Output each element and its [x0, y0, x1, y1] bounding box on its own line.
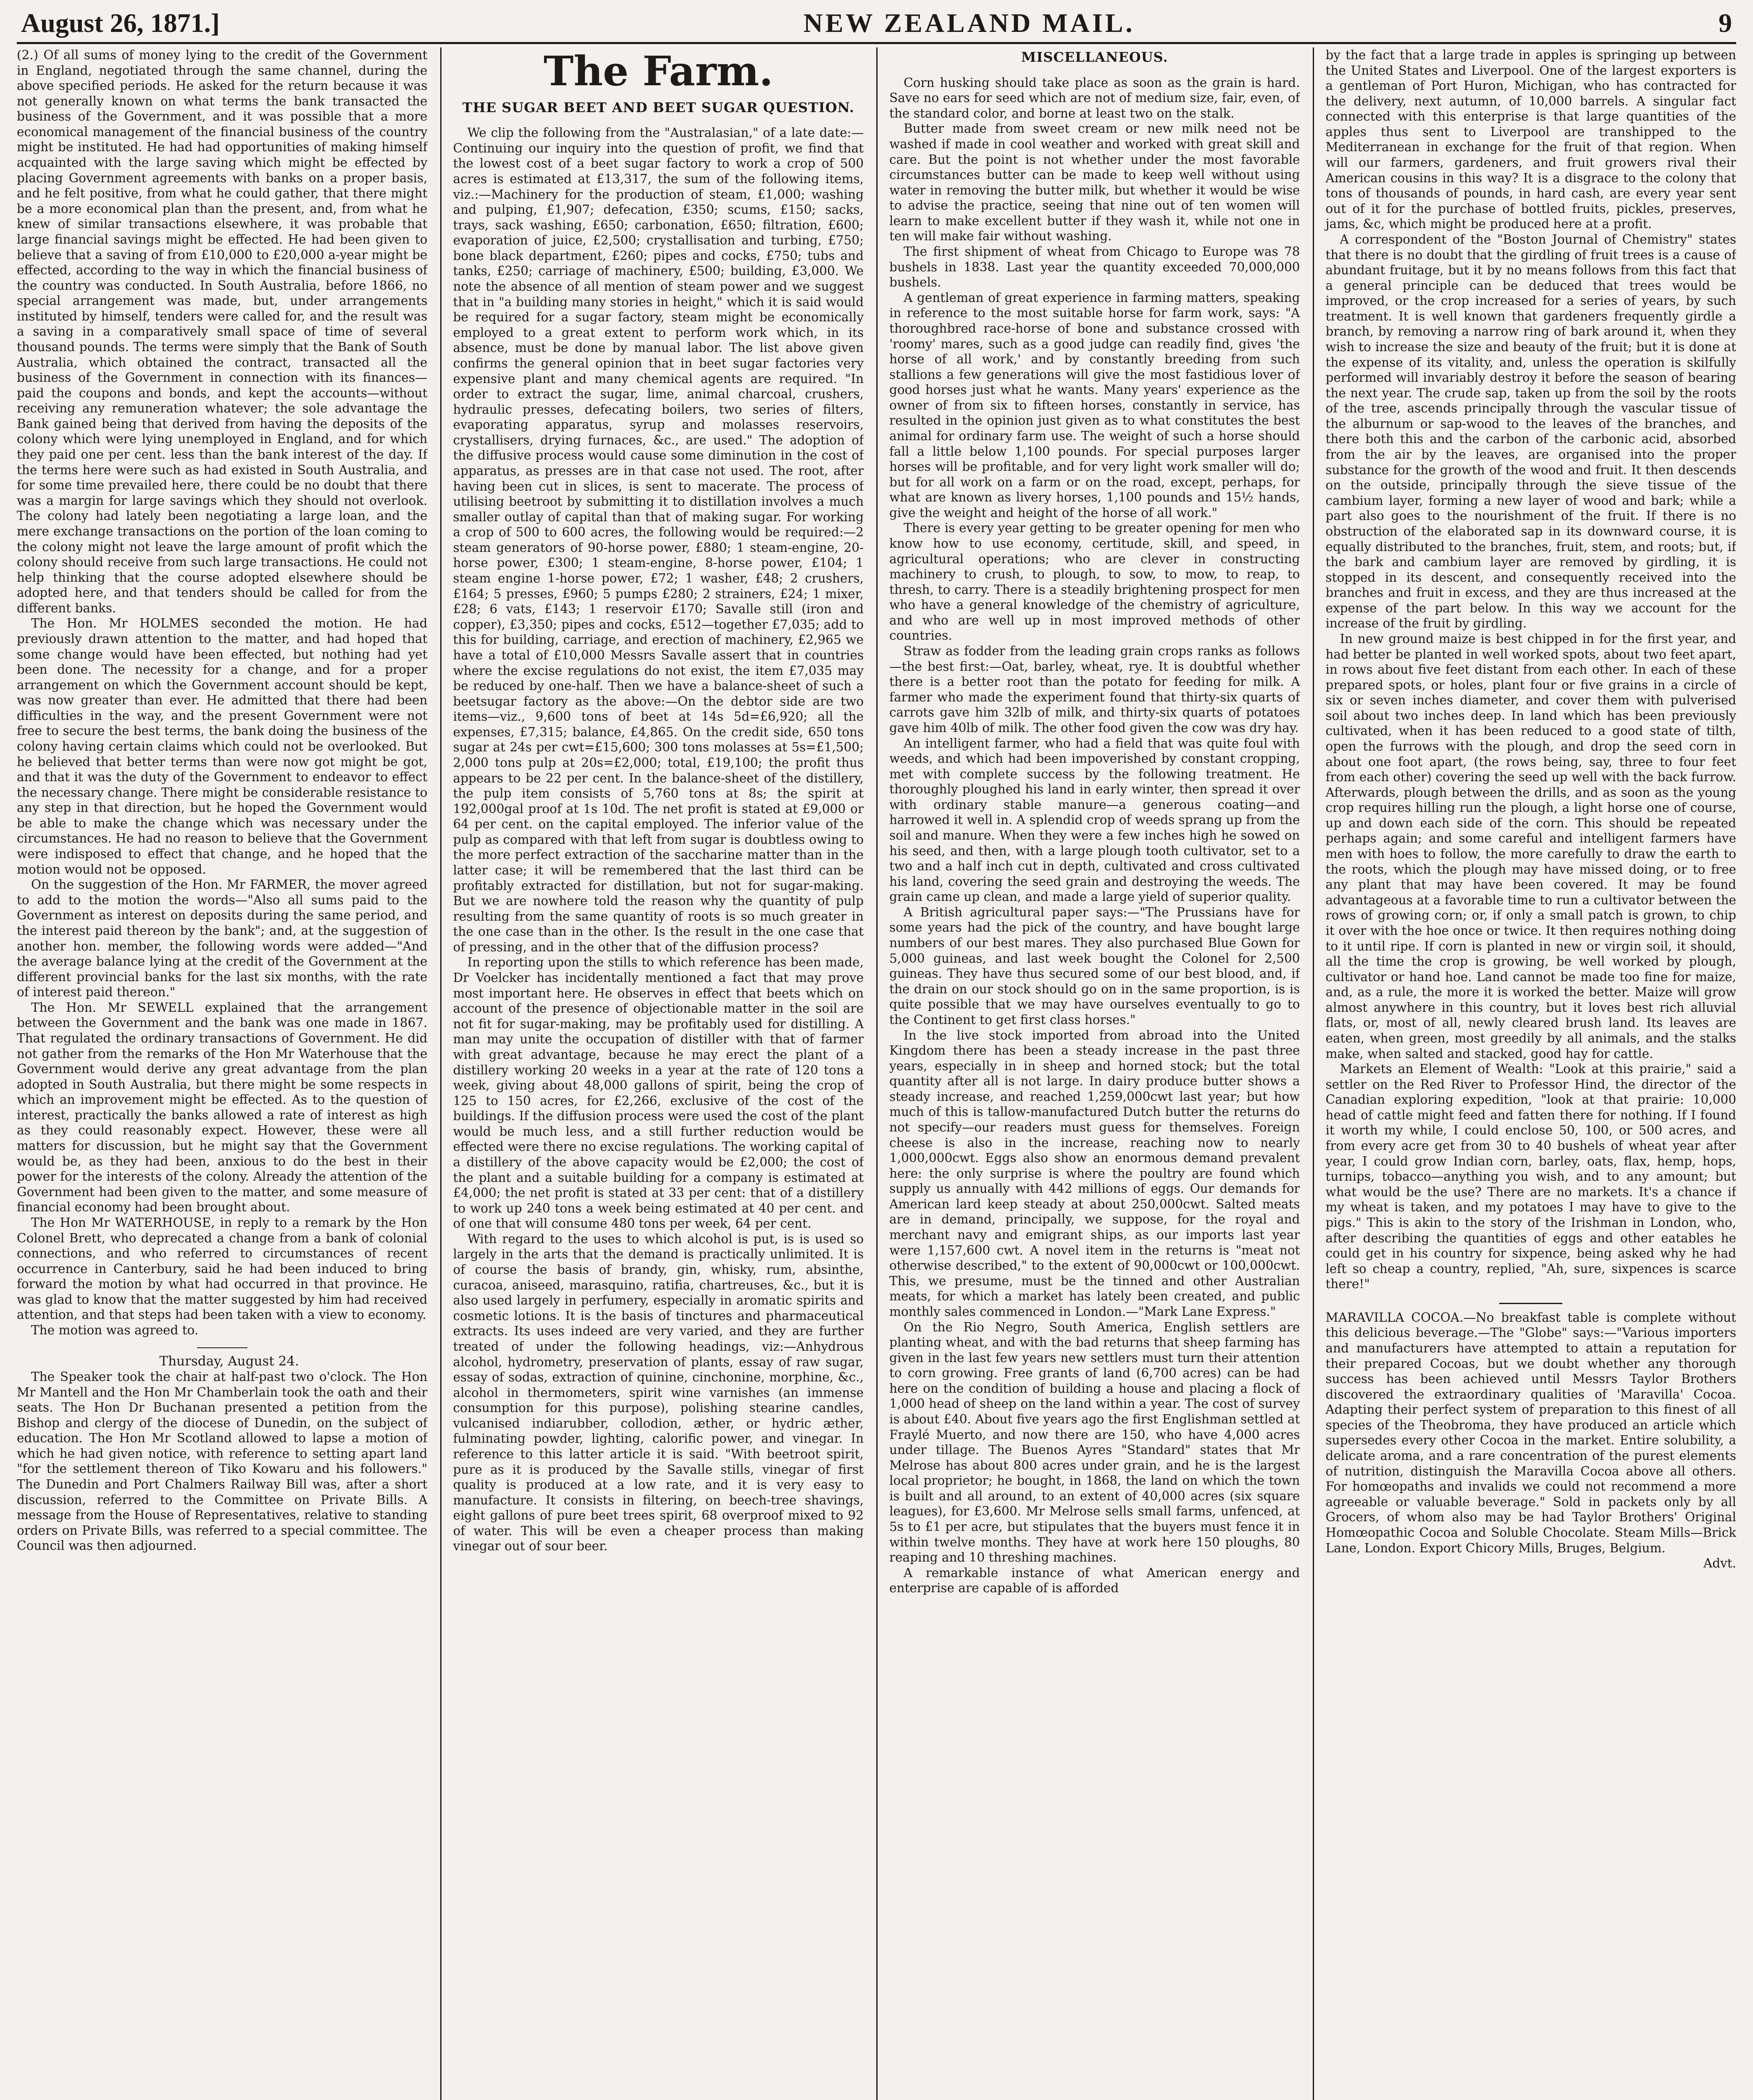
paragraph: Butter made from sweet cream or new milk need not be washed if made in cool weather and worked with great skill and care. But the point is not whether under the most favorable circumstances butter can be made to keep well without using water in removing the butter milk, but whether it would be wise to advise the practice, seeing that nine out of ten women will learn to make excellent butter if they wash it, while not one in ten will make fair without washing. — [889, 121, 1300, 244]
paragraph: In the live stock imported from abroad into the United Kingdom there has been a steady increase in the past three years, especially in in sheep and horned stock; but the total quantity after all is not large. In dairy produce butter shows a steady increase, and reached 1,259,000cwt last year; but how much of this is tallow-manufactured Dutch butter the returns do not specify—our readers must guess for themselves. Foreign cheese is also in the increase, reaching now to nearly 1,000,000cwt. Eggs also show an enormous demand prevalent here: the only surprise is where the poultry are found which supply us annually with 442 millions of eggs. Our demands for American lard keep steady at about 250,000cwt. Salted meats are in demand, principally, we suppose, for the royal and merchant navy and emigrant ships, as our imports last year were 1,157,600 cwt. A novel item in the returns is "meat not otherwise described," to the extent of 90,000cwt or 100,000cwt. This, we presume, must be the tinned and other Australian meats, for which a market has lately been created, and public monthly sales commenced in London.—"Mark Lane Express." — [889, 1028, 1300, 1319]
paragraph: On the Rio Negro, South America, English settlers are planting wheat, and with the bad returns that sheep farming has given in the last few years new settlers must turn their attention to corn growing. Free grants of land (6,700 acres) can be had here on the condition of building a house and placing a flock of 1,000 head of sheep on the land within a year. The cost of survey is about £40. About five years ago the first Englishman settled at Fraylé Muerto, and now there are 150, who have 4,000 acres under tillage. The Buenos Ayres "Standard" states that Mr Melrose has about 800 acres under grain, and he is the largest local proprietor; he bought, in 1868, the land on which the town is built and all around, to an extent of 40,000 acres (six square leagues), for £3,600. Mr Melrose sells small farms, unfenced, at 5s to £1 per acre, but stipulates that the buyers must fence it in within twelve months. They have at work here 150 ploughs, 80 reaping and 10 threshing machines. — [889, 1320, 1300, 1565]
paragraph: by the fact that a large trade in apples is springing up between the United States and Liverpool. One of the largest exporters is a gentleman of Port Huron, Michigan, who has contracted for the delivery, next autumn, of 10,000 barrels. A singular fact connected with this enterprise is that large quantities of the apples thus sent to Liverpool are transhipped to the Mediterranean in exchange for the fruit of that region. When will our farmers, gardeners, and fruit growers rival their American cousins in this way? It is a disgrace to the colony that tons of thousands of pounds, in hard cash, are every year sent out of it for the purchase of bottled fruits, pickles, preserves, jams, &c, which might be produced here at a profit. — [1325, 48, 1736, 231]
column-2 — [440, 47, 864, 2100]
paragraph: The Hon. Mr HOLMES seconded the motion. He had previously drawn attention to the matter, and had hoped that some change would have been effected, but nothing had yet been done. The necessity for a change, and for a proper arrangement on which the Government account should be kept, was now greater than ever. He admitted that there had been difficulties in the way, and the present Government were not free to secure the best terms, the bank doing the business of the colony having certain claims which could not be overlooked. But he believed that better terms than were now got might be got, and that it was the duty of the Government to endeavor to effect the necessary change. There might be considerable resistance to any step in that direction, but he hoped the Government would be able to make the change which was necessary under the circumstances. He had no reason to believe that the Government were indisposed to effect that change, and he hoped that the motion would not be opposed. — [17, 616, 428, 877]
advertisement-tag: Advt. — [1703, 1556, 1736, 1571]
paragraph: A remarkable instance of what American energy and enterprise are capable of is afforded — [889, 1565, 1300, 1596]
paragraph: Corn husking should take place as soon as the grain is hard. Save no ears for seed which are not of medium size, fair, even, of the standard color, and borne at least two on the stalk. — [889, 75, 1300, 121]
divider — [1499, 1303, 1562, 1304]
paragraph: Straw as fodder from the leading grain crops ranks as follows—the best first:—Oat, barley, wheat, rye. It is doubtful whether there is a better root than the potato for feeding for milk. A farmer who made the experiment found that thirty-six quarts of carrots gave him 32lb of milk, and thirty-six quarts of potatoes gave him 40lb of milk. The other food given the cow was dry hay. — [889, 644, 1300, 735]
column-3 — [876, 47, 1300, 2100]
paragraph: In reporting upon the stills to which reference has been made, Dr Voelcker has incidentally mentioned a fact that may prove most important here. He observes in effect that beets which on account of the presence of objectionable matter in the soil are not fit for sugar-making, may be profitably used for distilling. A man may unite the occupation of distiller with that of farmer with great advantage, because he may erect the plant of a distillery working 20 weeks in a year at the rate of 120 tons a week, giving about 48,000 gallons of spirit, being the crop of 125 to 150 acres, for £2,266, exclusive of the cost of the buildings. If the diffusion process were used the cost of the plant would be much less, and a still further reduction would be effected were there no excise regulations. The working capital of a distillery of the above capacity would be £2,000; the cost of the plant and a suitable building for a company is estimated at £4,000; the net profit is stated at 33 per cent: that of a distillery to work up 240 tons a week being estimated at 40 per cent. and of one that will consume 480 tons per week, 64 per cent. — [453, 955, 864, 1231]
divider — [197, 1347, 247, 1348]
article-title: THE SUGAR BEET AND BEET SUGAR QUESTION. — [462, 99, 854, 116]
paragraph: A British agricultural paper says:—"The Prussians have for some years had the pick of the country, and have bought large numbers of our best mares. They also purchased Blue Gown for 5,000 guineas, and last week bought the Colonel for 2,500 guineas. They have thus secured some of our best blood, and, if the drain on our stock should go on in the same proportion, is is quite possible that we may have ourselves eventually to go to the Continent to get first class horses." — [889, 905, 1300, 1027]
columns — [17, 47, 1736, 2100]
paragraph: We clip the following from the "Australasian," of a late date:—Continuing our inquiry into the question of profit, we find that the lowest cost of a beet sugar factory to work a crop of 500 acres is estimated at £13,317, the sum of the following items, viz.:—Machinery for the production of steam, £1,000; washing and pulping, £1,907; defecation, £350; scums, £150; sacks, trays, sack washing, £650; carbonation, £650; filtration, £600; evaporation of juice, £2,500; crystallisation and turbing, £750; bone black department, £260; pipes and cocks, £750; tubs and tanks, £250; carriage of machinery, £500; building, £3,000. We note the absence of all mention of steam power and we suggest that in "a building many stories in height," which it is said would be required for a sugar factory, steam might be economically employed to a great extent to perform work which, in its absence, must be done by manual labor. The list above given confirms the general opinion that in beet sugar factories very expensive plant and many chemical agents are required. "In order to extract the sugar, lime, animal charcoal, crushers, hydraulic presses, defecating boilers, two series of filters, evaporating apparatus, syrup and molasses reservoirs, crystallisers, drying furnaces, &c., are used." The adoption of the diffusive process would cause some diminution in the cost of apparatus, as presses are in that case not used. The root, after having been cut in slices, is sent to macerate. The process of utilising beetroot by submitting it to distillation involves a much smaller outlay of capital than that of making sugar. For working a crop of 500 to 600 acres, the following would be required:—2 steam generators of 90-horse power, £880; 1 steam-engine, 20-horse power, £300; 1 steam-engine, 8-horse power, £104; 1 steam engine 1-horse power, £72; 1 washer, £48; 2 crushers, £164; 5 presses, £960; 5 pumps £280; 2 strainers, £24; 1 mixer, £28; 6 vats, £143; 1 reservoir £170; Savalle still (iron and copper), £3,350; pipes and cocks, £512—together £7,035; add to this for building, carriage, and erection of machinery, £2,965 we have a total of £10,000 Messrs Savalle assert that in countries where the excise regulations do not exist, the item £7,035 may be reduced by one-half. Then we have a balance-sheet of such a beetsugar factory as the above:—On the debtor side are two items—viz., 9,600 tons of beet at 14s 5d=£6,920; all the expenses, £7,315; balance, £4,865. On the credit side, 650 tons sugar at 24s per cwt=£15,600; 300 tons molasses at 5s=£1,500; 2,000 tons pulp at 20s=£2,000; total, £19,100; the profit thus appears to be 22 per cent. In the balance-sheet of the distillery, the pulp item consists of 5,760 tons at 8s; the spirit at 192,000gal proof at 1s 10d. The net profit is stated at £9,000 or 64 per cent. on the capital employed. The inferior value of the pulp as compared with that left from sugar is doubtless owing to the more perfect extraction of the saccharine matter than in the latter case; it will be remembered that the last third can be profitably extracted for distillation, but not for sugar-making. But we are nowhere told the reason why the quantity of pulp resulting from the same quantity of roots is so much greater in the one case than in the other. Is the result in the one case that of pressing, and in the other that of the diffusion process? — [453, 126, 864, 954]
page-number: 9 — [1719, 8, 1732, 38]
column-1 — [17, 47, 428, 2100]
advertisement-text: MARAVILLA COCOA.—No breakfast table is complete without this delicious beverage.—The "Globe" says:—"Various importers and manufacturers have attempted to attain a reputation for their prepared Cocoas, but we doubt whether any thorough success has been achieved until Messrs Taylor Brothers discovered the extraordinary qualities of 'Maravilla' Cocoa. Adapting their perfect system of preparation to this finest of all species of the Theobroma, they have produced an article which supersedes every other Cocoa in the market. Entire solubility, a delicate aroma, and a rare concentration of the purest elements of nutrition, distinguish the Maravilla Cocoa above all others. For homœopaths and invalids we could not recommend a more agreeable or valuable beverage." Sold in packets only by all Grocers, of whom also may be had Taylor Brothers' Original Homœopathic Cocoa and Soluble Chocolate. Steam Mills—Brick Lane, London. Export Chicory Mills, Bruges, Belgium. — [1325, 1310, 1736, 1555]
paragraph: An intelligent farmer, who had a field that was quite foul with weeds, and which had been impoverished by constant cropping, met with complete success by the following treatment. He thoroughly ploughed his land in early winter, then spread it over with ordinary stable manure—a generous coating—and harrowed it well in. A splendid crop of weeds sprang up from the soil and manure. When they were a few inches high he sowed on his seed, and then, with a large plough tooth cultivator, set to a two and a half inch cut in depth, cultivated and cross cultivated his land, covering the seed grain and destroying the weeds. The grain came up clean, and made a large yield of superior quality. — [889, 736, 1300, 904]
paragraph: On the suggestion of the Hon. Mr FARMER, the mover agreed to add to the motion the words—"Also all sums paid to the Government as interest on deposits during the same period, and the interest paid thereon by the bank"; and, at the suggestion of another hon. member, the following words were added—"And the average balance lying at the credit of the Government at the different provincial banks for the last six months, with the rate of interest paid thereon." — [17, 877, 428, 1000]
section-title: The Farm. — [544, 47, 773, 95]
column-4 — [1313, 47, 1737, 2100]
thursday-heading: Thursday, August 24. — [159, 1353, 299, 1369]
issue-date: August 26, 1871.] — [21, 8, 220, 38]
paragraph: A correspondent of the "Boston Journal of Chemistry" states that there is no doubt that the girdling of fruit trees is a cause of abundant fruitage, but it by no means follows from this fact that a general principle can be deduced that trees would be improved, or the crop increased for a series of years, by such treatment. It is well known that gardeners frequently girdle a branch, by removing a narrow ring of bark around it, when they wish to increase the size and beauty of the fruit; but it is done at the expense of its vitality, and, unless the operation is skilfully performed will invariably destroy it before the season of bearing the next year. The crude sap, taken up from the soil by the roots of the tree, ascends principally through the vascular tissue of the alburnum or sap-wood to the leaves of the branches, and there both this and the carbon of the carbonic acid, absorbed from the air by the leaves, are organised into the proper substance for the growth of the wood and fruit. It then descends on the outside, principally through the sieve tissue of the cambium layer, forming a new layer of wood and bark; while a part also goes to the nourishment of the fruit. If there is no obstruction of the elaborated sap in its downward course, it is equally distributed to the branches, fruit, stem, and roots; but, if the bark and cambium layer are removed by girdling, it is stopped in its descent, and consequently received into the branches and fruit in excess, and they are thus increased at the expense of the part below. In this way we account for the increase of the fruit by girdling. — [1325, 232, 1736, 631]
paragraph: In new ground maize is best chipped in for the first year, and had better be planted in well worked spots, about two feet apart, in rows about five feet distant from each other. In each of these prepared spots, or holes, plant four or five grains in a circle of six or seven inches diameter, and cover them with pulverised soil about two inches deep. In land which has been previously cultivated, when it has been reduced to a good state of tilth, open the furrows with the plough, and drop the seed corn in about one foot apart, (the rows being, say, three to four feet from each other) covering the seed up well with the back furrow. Afterwards, plough between the drills, and as soon as the young crop requires hilling run the plough, a light horse one of course, up and down each side of the corn. This should be repeated perhaps again; and some careful and intelligent farmers have men with hoes to follow, the more carefully to draw the earth to the roots, which the plough may have missed doing, or to free any plant that may have been covered. It may be found advantageous at a favorable time to run a cultivator between the rows of growing corn; or, if only a small patch is grown, to chip it over with the hoe once or twice. It then requires nothing doing to it until ripe. If corn is planted in new or virgin soil, it should, all the time the crop is growing, be well worked by plough, cultivator or hand hoe. Land cannot be made too fine for maize, and, as a rule, the more it is worked the better. Maize will grow almost anywhere in this country, but it loves best rich alluvial flats, or, most of all, newly cleared brush land. Its leaves are eaten, when green, most greedily by all animals, and the stalks make, when salted and stacked, good hay for cattle. — [1325, 631, 1736, 1061]
masthead — [17, 8, 1736, 44]
newspaper-title: NEW ZEALAND MAIL. — [803, 8, 1135, 38]
paragraph: Markets an Element of Wealth: "Look at this prairie," said a settler on the Red River to Professor Hind, the director of the Canadian exploring expedition, "look at that prairie: 10,000 head of cattle might feed and fatten there for nothing. If I found it worth my while, I could enclose 50, 100, or 500 acres, and from every acre get from 30 to 40 bushels of wheat year after year, I could grow Indian corn, barley, oats, flax, hemp, hops, turnips, tobacco—anything you wish, and to any amount; but what would be the use? There are no markets. It's a chance if my wheat is taken, and my potatoes I may have to give to the pigs." This is akin to the story of the Irishman in London, who, after describing the quantities of eggs and other eatables he could get in his country for sixpence, being asked why he had left so cheap a country, replied, "Ah, sure, sixpences is scarce there!" — [1325, 1062, 1736, 1292]
miscellaneous-heading: MISCELLANEOUS. — [1021, 49, 1168, 65]
paragraph: The Speaker took the chair at half-past two o'clock. The Hon Mr Mantell and the Hon Mr Chamberlain took the oath and their seats. The Hon Dr Buchanan presented a petition from the Bishop and clergy of the diocese of Dunedin, on the subject of education. The Hon Mr Scotland allowed to lapse a motion of which he had given notice, with reference to setting apart land "for the settlement thereon of Tiko Kowaru and his followers." The Dunedin and Port Chalmers Railway Bill was, after a short discussion, referred to the Committee on Private Bills. A message from the House of Representatives, relative to standing orders on Private Bills, was referred to a special committee. The Council was then adjourned. — [17, 1370, 428, 1553]
advertisement — [1326, 1310, 1737, 1571]
paragraph: With regard to the uses to which alcohol is put, is is used so largely in the arts that the demand is practically unlimited. It is of course the basis of brandy, gin, whisky, rum, absinthe, curacoa, aniseed, marasquino, ratifia, chartreuses, &c., but it is also used largely in perfumery, especially in aromatic spirits and cosmetic lotions. It is the basis of tinctures and pharmaceutical extracts. Its uses indeed are very varied, and they are further treated of under the following headings, viz:—Anhydrous alcohol, hydrometry, preservation of plants, essay of raw sugar, essay of sodas, extraction of quinine, cinchonine, morphine, &c., alcohol in thermometers, spirit wine varnishes (an immense consumption for this purpose), polishing stearine candles, vulcanised indiarubber, collodion, æther, or hydric æther, fulminating powder, lighting, calorific power, and vinegar. In reference to this latter article it is said. "With beetroot spirit, pure as it is produced by the Savalle stills, vinegar of first quality is produced at a low rate, and it is very easy to manufacture. It consists in filtering, on beech-tree shavings, eight gallons of pure beet trees spirit, 68 overproof mixed to 92 of water. This will be even a cheaper process than making vinegar out of sour beer. — [453, 1231, 864, 1554]
paragraph: The first shipment of wheat from Chicago to Europe was 78 bushels in 1838. Last year the quantity exceeded 70,000,000 bushels. — [889, 244, 1300, 290]
paragraph: The Hon. Mr SEWELL explained that the arrangement between the Government and the bank was one made in 1867. That regulated the ordinary transactions of Government. He did not gather from the remarks of the Hon Mr Waterhouse that the Government would derive any great advantage from the plan adopted in South Australia, but there might be some respects in which an improvement might be effected. As to the question of interest, practically the banks allowed a rate of interest as high as they could reasonably expect. However, these were all matters for discussion, but he might say that the Government would be, as they had been, anxious to do the best in their power for the interests of the colony. Already the attention of the Government had been given to the matter, and some measure of financial economy had been brought about. — [17, 1000, 428, 1215]
paragraph: A gentleman of great experience in farming matters, speaking in reference to the most suitable horse for farm work, says: "A thoroughbred race-horse of bone and substance crossed with 'roomy' mares, such as a good judge can readily find, gives 'the horse of all work,' and by constantly breeding from such stallions a few generations will give the most fastidious lover of good horses just what he wants. Many years' experience as the owner of from six to fifteen horses, constantly in service, has resulted in the opinion just given as to what constitutes the best animal for ordinary farm use. The weight of such a horse should fall a little below 1,100 pounds. For special purposes larger horses will be profitable, and for very light work smaller will do; but for all work on a farm or on the road, except, perhaps, for what are known as livery horses, 1,100 pounds and 15½ hands, give the weight and height of the horse of all work." — [889, 290, 1300, 520]
paragraph: There is every year getting to be greater opening for men who know how to use economy, certitude, skill, and speed, in agricultural operations; who are clever in constructing machinery to crush, to plough, to sow, to mow, to reap, to thresh, to carry. There is a steadily brightening prospect for men who have a general knowledge of the chemistry of agriculture, and who are well up in most improved methods of other countries. — [889, 521, 1300, 643]
paragraph: (2.) Of all sums of money lying to the credit of the Government in England, negotiated through the same channel, during the above specified periods. He asked for the return because it was not generally known on what terms the bank transacted the business of the Government, and it was possible that a more economical management of the financial business of the country might be instituted. He had had opportunities of making himself acquainted with the large saving which might be effected by placing Government agreements with banks on a proper basis, and he felt positive, from what he could gather, that there might be a more economical plan than the present, and, from what he knew of similar transactions elsewhere, it was probable that large financial savings might be effected. He had been given to believe that a saving of from £10,000 to £20,000 a-year might be effected, according to the way in which the financial business of the country was conducted. In South Australia, before 1866, no special arrangement was made, but, under arrangements instituted by himself, tenders were called for, and the result was a saving in a comparatively small space of time of several thousand pounds. The terms were simply that the Bank of South Australia, which obtained the contract, transacted all the business of the Government in connection with its finances—paid the coupons and bonds, and kept the accounts—without receiving any remuneration whatever; the sole advantage the Bank gained being that derived from having the deposits of the colony which were lying unemployed in England, and for which they paid one per cent. less than the bank interest of the day. If the terms here were such as had existed in South Australia, and for some time prevailed here, there could be no doubt that there was a margin for large savings which they should not overlook. The colony had lately been negotiating a large loan, and the mere exchange transactions on the portion of the loan coming to the colony might not leave the large amount of profit which the colony should receive from such large transactions. He could not help thinking that the course adopted elsewhere should be adopted here, and that tenders should be called for from the different banks. — [17, 48, 428, 615]
paragraph: The motion was agreed to. — [31, 1323, 199, 1337]
paragraph: The Hon Mr WATERHOUSE, in reply to a remark by the Hon Colonel Brett, who deprecated a change from a bank of colonial connections, and who referred to circumstances of recent occurrence in Canterbury, said he had been induced to bring forward the motion by what had occurred in that province. He was glad to know that the matter suggested by him had received attention, and that steps had been taken with a view to economy. — [17, 1215, 428, 1322]
